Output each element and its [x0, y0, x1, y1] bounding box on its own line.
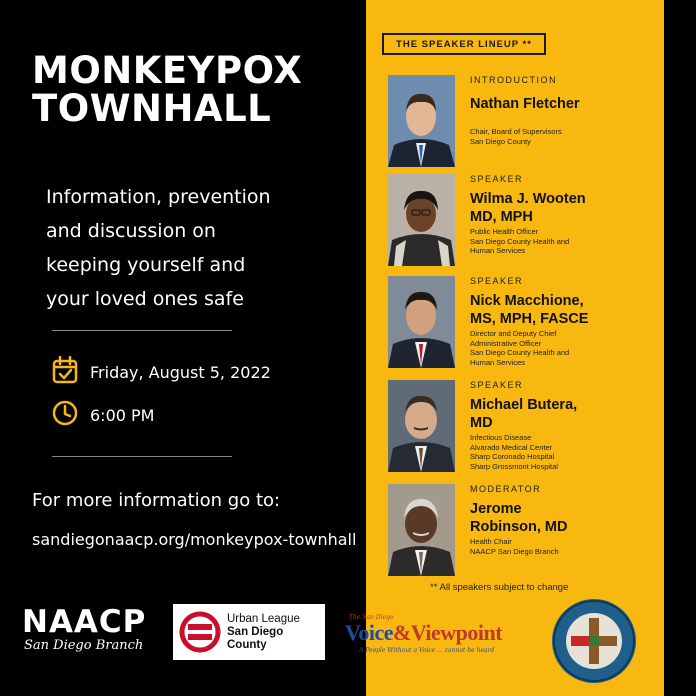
speaker-description — [470, 127, 660, 146]
urban-league-line2: San Diego County — [227, 625, 284, 651]
speaker-role: SPEAKER — [470, 174, 524, 184]
speaker-description-line: Infectious Disease — [470, 433, 532, 442]
speaker-photo — [388, 75, 455, 167]
speaker-name — [470, 190, 660, 226]
speaker-description — [470, 433, 660, 471]
description-line: keeping yourself and — [46, 254, 246, 276]
organization-seal-logo — [549, 596, 639, 686]
voice-viewpoint-small: The San Diego — [349, 614, 394, 621]
voice-viewpoint-logo — [345, 614, 525, 658]
speaker-description-line: Alvarado Medical Center — [470, 442, 553, 452]
speaker-name-line: Nathan Fletcher — [470, 96, 580, 112]
speaker-description-line: Director and Deputy Chief — [470, 329, 557, 338]
speaker-name — [470, 500, 660, 536]
speaker-description-line: Administrative Officer — [470, 338, 542, 348]
clock-icon — [52, 400, 78, 431]
speaker-info — [470, 276, 660, 367]
speaker-name-line: MS, MPH, FASCE — [470, 311, 589, 327]
speaker-photo — [388, 276, 455, 368]
speaker-name-line: Michael Butera, — [470, 397, 578, 413]
naacp-logo-branch: San Diego Branch — [24, 638, 144, 653]
urban-league-text — [227, 613, 325, 652]
voice-viewpoint-amp: & — [393, 620, 411, 645]
speaker-description — [470, 537, 660, 556]
speaker-photo — [388, 484, 455, 576]
panel-border — [664, 0, 696, 696]
speaker-info — [470, 484, 660, 556]
divider — [52, 456, 232, 457]
speaker-description-line: San Diego County Health and — [470, 236, 570, 246]
event-description — [46, 180, 356, 316]
urban-league-line1: Urban League — [227, 612, 300, 625]
event-url: sandiegonaacp.org/monkeypox-townhall — [32, 530, 357, 549]
event-time-text: 6:00 PM — [90, 405, 155, 425]
speaker-photo — [388, 380, 455, 472]
speaker-lineup-heading: THE SPEAKER LINEUP ** — [382, 33, 546, 55]
speaker-description-line: San Diego County Health and — [470, 348, 570, 357]
speaker-role: SPEAKER — [470, 276, 524, 286]
voice-viewpoint-word2: Viewpoint — [410, 620, 503, 645]
speakers-footnote: ** All speakers subject to change — [430, 582, 569, 593]
title-line: MONKEYPOX — [32, 49, 303, 92]
speaker-name-line: MD — [470, 415, 493, 431]
event-time — [52, 400, 154, 430]
speaker-description — [470, 329, 660, 367]
speaker-description — [470, 227, 660, 256]
speaker-description-line: Chair, Board of Supervisors — [470, 127, 562, 136]
equality-icon — [179, 611, 221, 653]
event-date — [52, 357, 271, 387]
speaker-role: INTRODUCTION — [470, 75, 557, 85]
speaker-name-line: MD, MPH — [470, 209, 533, 225]
calendar-check-icon — [52, 356, 78, 389]
speaker-name — [470, 95, 660, 113]
naacp-logo-name: NAACP — [22, 604, 147, 640]
speaker-description-line: Sharp Grossmont Hospital — [470, 461, 558, 471]
speaker-description-line: San Diego County — [470, 136, 531, 146]
naacp-logo — [22, 606, 157, 666]
speaker-name-line: Jerome — [470, 501, 522, 517]
speaker-name-line: Nick Macchione, — [470, 293, 584, 309]
divider — [52, 330, 232, 331]
speaker-name-line: Wilma J. Wooten — [470, 191, 586, 207]
speaker-description-line: Human Services — [470, 357, 526, 367]
speaker-role: MODERATOR — [470, 484, 542, 494]
more-info-label: For more information go to: — [32, 490, 281, 511]
description-line: Information, prevention — [46, 186, 271, 208]
urban-league-logo — [173, 604, 325, 660]
speaker-info — [470, 75, 660, 146]
speaker-info — [470, 380, 660, 471]
title-line: TOWNHALL — [32, 87, 272, 130]
speaker-name — [470, 396, 660, 432]
speaker-role: SPEAKER — [470, 380, 524, 390]
voice-viewpoint-tagline: A People Without a Voice ... cannot be heard — [359, 647, 495, 654]
event-title — [32, 49, 362, 130]
speaker-name-line: Robinson, MD — [470, 519, 568, 535]
speaker-photo — [388, 174, 455, 266]
speaker-description-line: NAACP San Diego Branch — [470, 546, 559, 556]
speaker-name — [470, 292, 660, 328]
speaker-description-line: Public Health Officer — [470, 227, 539, 236]
speaker-description-line: Health Chair — [470, 537, 512, 546]
description-line: and discussion on — [46, 220, 216, 242]
speaker-description-line: Sharp Coronado Hospital — [470, 452, 555, 461]
voice-viewpoint-wordmark — [345, 620, 502, 646]
event-date-text: Friday, August 5, 2022 — [90, 362, 271, 382]
voice-viewpoint-word1: Voice — [345, 620, 394, 645]
description-line: your loved ones safe — [46, 288, 244, 310]
speaker-info — [470, 174, 660, 256]
speaker-description-line: Human Services — [470, 246, 526, 255]
